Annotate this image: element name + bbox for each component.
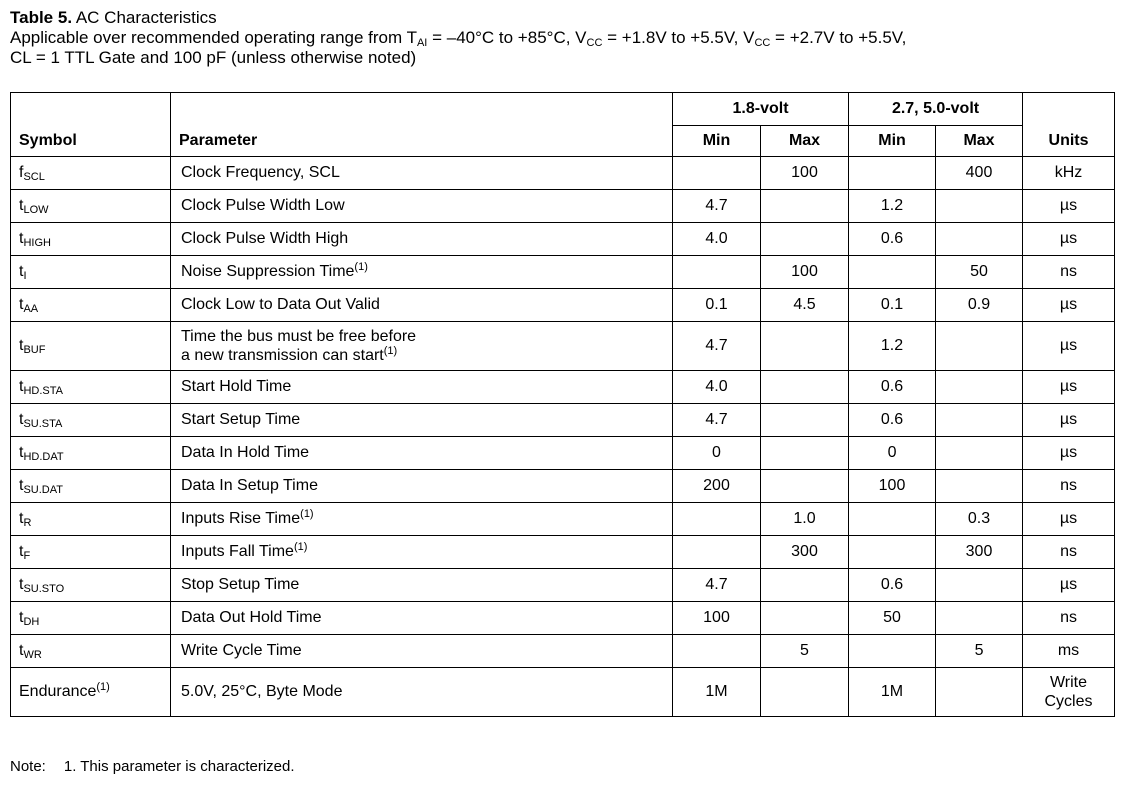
cell-units: ns [1023, 470, 1115, 503]
cell-symbol: $t_{LOW}$ [11, 190, 171, 223]
cell-min-2-7: 0 [849, 437, 936, 470]
cell-max-1-8: 100 [761, 256, 849, 289]
cell-max-1-8 [761, 602, 849, 635]
cell-units: ns [1023, 256, 1115, 289]
header-group-2-7-5-0-volt: 2.7, 5.0-volt [849, 93, 1023, 126]
cell-max-2-7 [936, 668, 1023, 717]
table-row [11, 536, 1115, 569]
cell-symbol: $t_{WR}$ [11, 635, 171, 668]
cell-min-1-8: 4.7 [673, 190, 761, 223]
cell-units: kHz [1023, 157, 1115, 190]
cell-min-2-7: 0.6 [849, 569, 936, 602]
cell-units: ns [1023, 536, 1115, 569]
cell-symbol: $t_{AA}$ [11, 289, 171, 322]
cell-min-2-7: 0.1 [849, 289, 936, 322]
cell-parameter: Noise Suppression Time$^{(1)}$ [171, 256, 673, 289]
cell-parameter: Time the bus must be free before a new transmission can start$^{(1)}$ [171, 322, 673, 371]
cell-units: µs [1023, 503, 1115, 536]
cell-max-2-7 [936, 404, 1023, 437]
cell-max-2-7 [936, 437, 1023, 470]
cell-parameter: Stop Setup Time [171, 569, 673, 602]
cell-parameter: Data In Setup Time [171, 470, 673, 503]
table-row [11, 404, 1115, 437]
cell-units: µs [1023, 371, 1115, 404]
cell-min-1-8 [673, 503, 761, 536]
table-header-row-group [11, 93, 1115, 126]
table-row [11, 371, 1115, 404]
cell-parameter: Start Setup Time [171, 404, 673, 437]
cell-min-1-8 [673, 635, 761, 668]
cell-symbol: $t_R$ [11, 503, 171, 536]
cell-max-2-7: 0.9 [936, 289, 1023, 322]
cell-max-1-8 [761, 223, 849, 256]
table-title: AC Characteristics [75, 8, 217, 27]
table-caption [10, 8, 1115, 28]
cell-min-1-8: 4.7 [673, 569, 761, 602]
cell-max-2-7: 300 [936, 536, 1023, 569]
cell-max-1-8: 4.5 [761, 289, 849, 322]
cell-parameter: Clock Low to Data Out Valid [171, 289, 673, 322]
cell-max-1-8 [761, 190, 849, 223]
cell-units: µs [1023, 404, 1115, 437]
cell-min-1-8: 4.7 [673, 322, 761, 371]
document-page [10, 8, 1115, 775]
cell-max-2-7 [936, 602, 1023, 635]
cell-max-1-8 [761, 470, 849, 503]
cell-parameter: Inputs Rise Time$^{(1)}$ [171, 503, 673, 536]
cell-max-2-7: 0.3 [936, 503, 1023, 536]
subcaption-text: = +1.8V to +5.5V, V [602, 28, 755, 47]
cell-units: µs [1023, 569, 1115, 602]
cell-max-2-7: 400 [936, 157, 1023, 190]
cell-max-2-7 [936, 322, 1023, 371]
cell-parameter: Inputs Fall Time$^{(1)}$ [171, 536, 673, 569]
subcaption-subscript: CC [754, 37, 771, 49]
subcaption-text: Applicable over recommended operating range from T [10, 28, 417, 47]
cell-symbol: $f_{SCL}$ [11, 157, 171, 190]
cell-max-1-8 [761, 668, 849, 717]
header-group-1-8-volt: 1.8-volt [673, 93, 849, 126]
cell-min-2-7 [849, 157, 936, 190]
subcaption-line2: CL = 1 TTL Gate and 100 pF (unless otherwise noted) [10, 48, 417, 67]
table-row [11, 470, 1115, 503]
cell-units: µs [1023, 322, 1115, 371]
cell-units: Write Cycles [1023, 668, 1115, 717]
cell-max-2-7: 50 [936, 256, 1023, 289]
header-max-1-8: Max [761, 126, 849, 157]
table-row [11, 223, 1115, 256]
cell-max-2-7 [936, 223, 1023, 256]
cell-symbol: $t_F$ [11, 536, 171, 569]
cell-symbol: $t_{HIGH}$ [11, 223, 171, 256]
cell-max-1-8: 300 [761, 536, 849, 569]
cell-min-2-7 [849, 256, 936, 289]
cell-symbol: $t_{SU.DAT}$ [11, 470, 171, 503]
header-symbol: Symbol [11, 93, 171, 157]
cell-symbol: $t_{SU.STO}$ [11, 569, 171, 602]
cell-symbol: $t_{HD.STA}$ [11, 371, 171, 404]
cell-min-1-8 [673, 157, 761, 190]
header-units: Units [1023, 93, 1115, 157]
cell-min-1-8: 4.0 [673, 371, 761, 404]
subcaption-text: = +2.7V to +5.5V, [770, 28, 907, 47]
cell-units: ms [1023, 635, 1115, 668]
cell-min-1-8: 0.1 [673, 289, 761, 322]
cell-parameter: Write Cycle Time [171, 635, 673, 668]
table-row [11, 569, 1115, 602]
cell-units: µs [1023, 437, 1115, 470]
header-max-2-7: Max [936, 126, 1023, 157]
cell-symbol: $t_I$ [11, 256, 171, 289]
cell-min-1-8 [673, 256, 761, 289]
cell-min-2-7: 100 [849, 470, 936, 503]
cell-parameter: Clock Frequency, SCL [171, 157, 673, 190]
cell-min-2-7 [849, 536, 936, 569]
cell-min-2-7: 1M [849, 668, 936, 717]
table-row [11, 256, 1115, 289]
cell-parameter: Clock Pulse Width High [171, 223, 673, 256]
cell-parameter: Data In Hold Time [171, 437, 673, 470]
cell-max-2-7 [936, 569, 1023, 602]
cell-symbol: $t_{SU.STA}$ [11, 404, 171, 437]
cell-min-2-7: 0.6 [849, 404, 936, 437]
cell-min-1-8 [673, 536, 761, 569]
cell-min-1-8: 4.7 [673, 404, 761, 437]
subcaption-text: = –40°C to +85°C, V [427, 28, 587, 47]
cell-max-1-8: 1.0 [761, 503, 849, 536]
table-row [11, 635, 1115, 668]
cell-parameter: Clock Pulse Width Low [171, 190, 673, 223]
cell-min-2-7: 50 [849, 602, 936, 635]
table-number: Table 5. [10, 8, 73, 27]
cell-min-2-7 [849, 635, 936, 668]
cell-min-2-7: 0.6 [849, 223, 936, 256]
cell-min-2-7 [849, 503, 936, 536]
cell-units: µs [1023, 223, 1115, 256]
cell-min-1-8: 100 [673, 602, 761, 635]
cell-max-2-7 [936, 190, 1023, 223]
cell-min-1-8: 4.0 [673, 223, 761, 256]
table-row [11, 289, 1115, 322]
cell-max-1-8: 100 [761, 157, 849, 190]
ac-characteristics-table [10, 92, 1115, 717]
cell-max-2-7 [936, 470, 1023, 503]
table-note [10, 758, 295, 775]
cell-max-1-8 [761, 371, 849, 404]
cell-max-1-8 [761, 322, 849, 371]
cell-units: µs [1023, 190, 1115, 223]
cell-min-2-7: 0.6 [849, 371, 936, 404]
note-text: 1. This parameter is characterized. [63, 758, 295, 775]
cell-parameter: Start Hold Time [171, 371, 673, 404]
table-row [11, 190, 1115, 223]
table-subcaption [10, 28, 1115, 68]
cell-symbol: Endurance$^{(1)}$ [11, 668, 171, 717]
table-row [11, 602, 1115, 635]
cell-units: ns [1023, 602, 1115, 635]
cell-parameter: Data Out Hold Time [171, 602, 673, 635]
note-label: Note: [10, 758, 46, 775]
cell-max-1-8 [761, 437, 849, 470]
subcaption-subscript: CC [586, 37, 603, 49]
cell-min-1-8: 1M [673, 668, 761, 717]
table-row [11, 503, 1115, 536]
table-row [11, 437, 1115, 470]
cell-symbol: $t_{DH}$ [11, 602, 171, 635]
table-row [11, 157, 1115, 190]
header-min-2-7: Min [849, 126, 936, 157]
cell-units: µs [1023, 289, 1115, 322]
cell-symbol: $t_{HD.DAT}$ [11, 437, 171, 470]
cell-max-2-7 [936, 371, 1023, 404]
cell-min-1-8: 200 [673, 470, 761, 503]
cell-max-1-8 [761, 404, 849, 437]
subcaption-subscript: AI [416, 37, 428, 49]
cell-min-1-8: 0 [673, 437, 761, 470]
table-row [11, 668, 1115, 717]
cell-max-1-8: 5 [761, 635, 849, 668]
header-parameter: Parameter [171, 93, 673, 157]
cell-parameter: 5.0V, 25°C, Byte Mode [171, 668, 673, 717]
header-min-1-8: Min [673, 126, 761, 157]
cell-min-2-7: 1.2 [849, 322, 936, 371]
table-row [11, 322, 1115, 371]
cell-max-2-7: 5 [936, 635, 1023, 668]
cell-max-1-8 [761, 569, 849, 602]
cell-symbol: $t_{BUF}$ [11, 322, 171, 371]
cell-min-2-7: 1.2 [849, 190, 936, 223]
